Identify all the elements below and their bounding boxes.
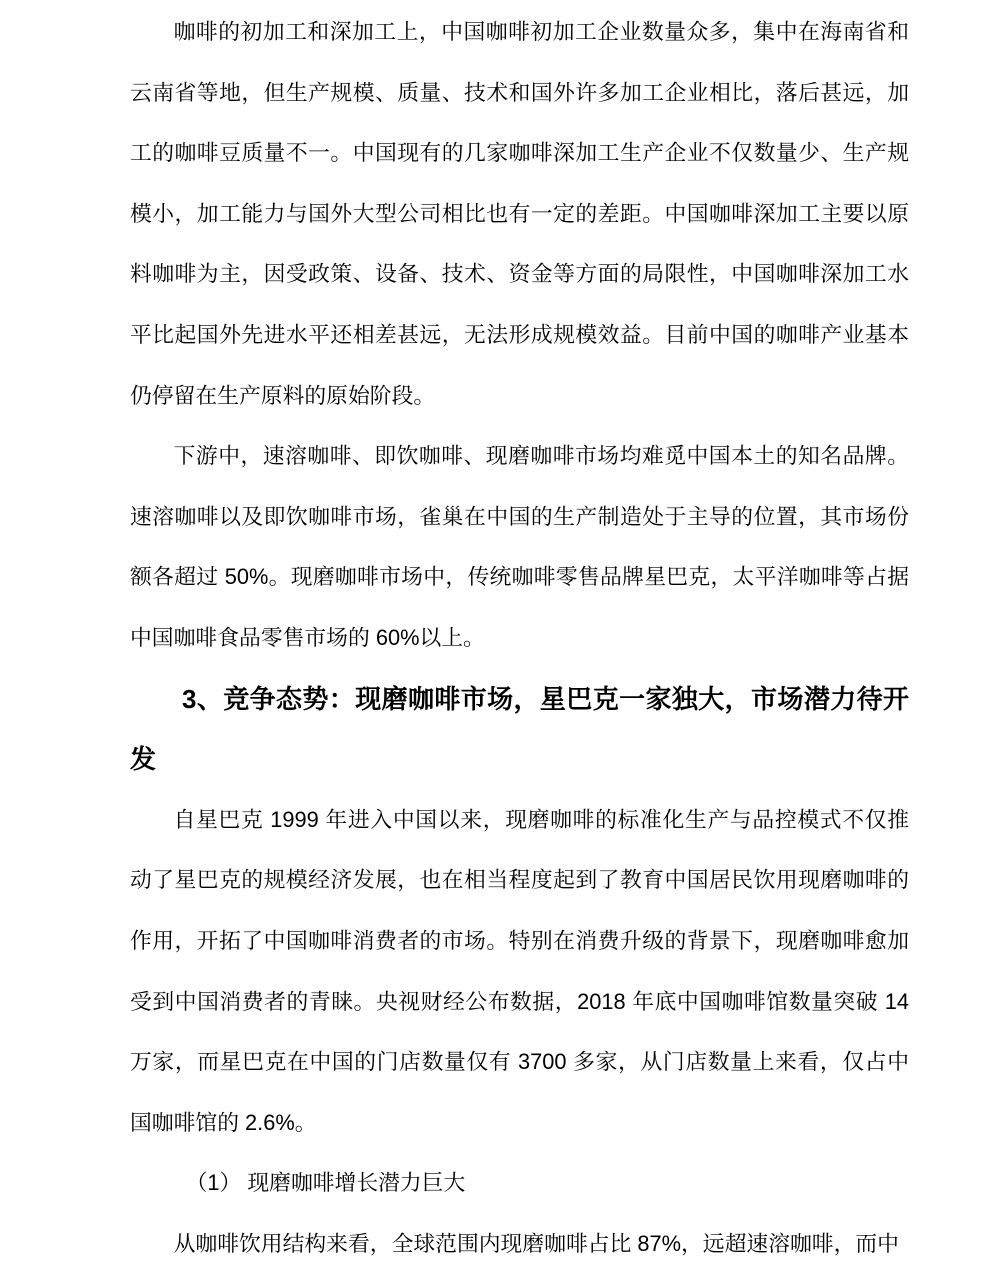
paragraph-starbucks-history: 自星巴克 1999 年进入中国以来，现磨咖啡的标准化生产与品控模式不仅推动了星巴克的规模经济发展，也在相当程度起到了教育中国居民饮用现磨咖啡的作用，开拓了中国咖啡消费者的市场。特别在消费升级的背景下，现磨咖啡愈加受到中国消费者的青睐。央视财经公布数据，2018 年底中国咖啡馆数量突破 14 万家，而星巴克在中国的门店数量仅有 3700 多家，从门店数量上来看，仅占中国咖啡馆的 2.6%。 [130,806,909,1135]
sub-heading-growth-potential: （1） 现磨咖啡增长潜力巨大 [185,1170,466,1196]
section-heading-competition: 3、竞争态势：现磨咖啡市场，星巴克一家独大，市场潜力待开发 [130,683,909,775]
paragraph-consumption-structure: 从咖啡饮用结构来看，全球范围内现磨咖啡占比 87%，远超速溶咖啡，而中 [173,1230,899,1256]
paragraph-coffee-processing: 咖啡的初加工和深加工上，中国咖啡初加工企业数量众多，集中在海南省和云南省等地，但生产规模、质量、技术和国外许多加工企业相比，落后甚远，加工的咖啡豆质量不一。中国现有的几家咖啡深加工生产企业不仅数量少、生产规模小，加工能力与国外大型公司相比也有一定的差距。中国咖啡深加工主要以原料咖啡为主，因受政策、设备、技术、资金等方面的局限性，中国咖啡深加工水平比起国外先进水平还相差甚远，无法形成规模效益。目前中国的咖啡产业基本仍停留在生产原料的原始阶段。 [130,19,909,408]
document-text-block [130,2,909,1265]
paragraph-downstream-market: 下游中，速溶咖啡、即饮咖啡、现磨咖啡市场均难觅中国本土的知名品牌。速溶咖啡以及即饮咖啡市场，雀巢在中国的生产制造处于主导的位置，其市场份额各超过 50%。现磨咖啡市场中，传统咖啡零售品牌星巴克，太平洋咖啡等占据中国咖啡食品零售市场的 60%以上。 [130,443,909,650]
